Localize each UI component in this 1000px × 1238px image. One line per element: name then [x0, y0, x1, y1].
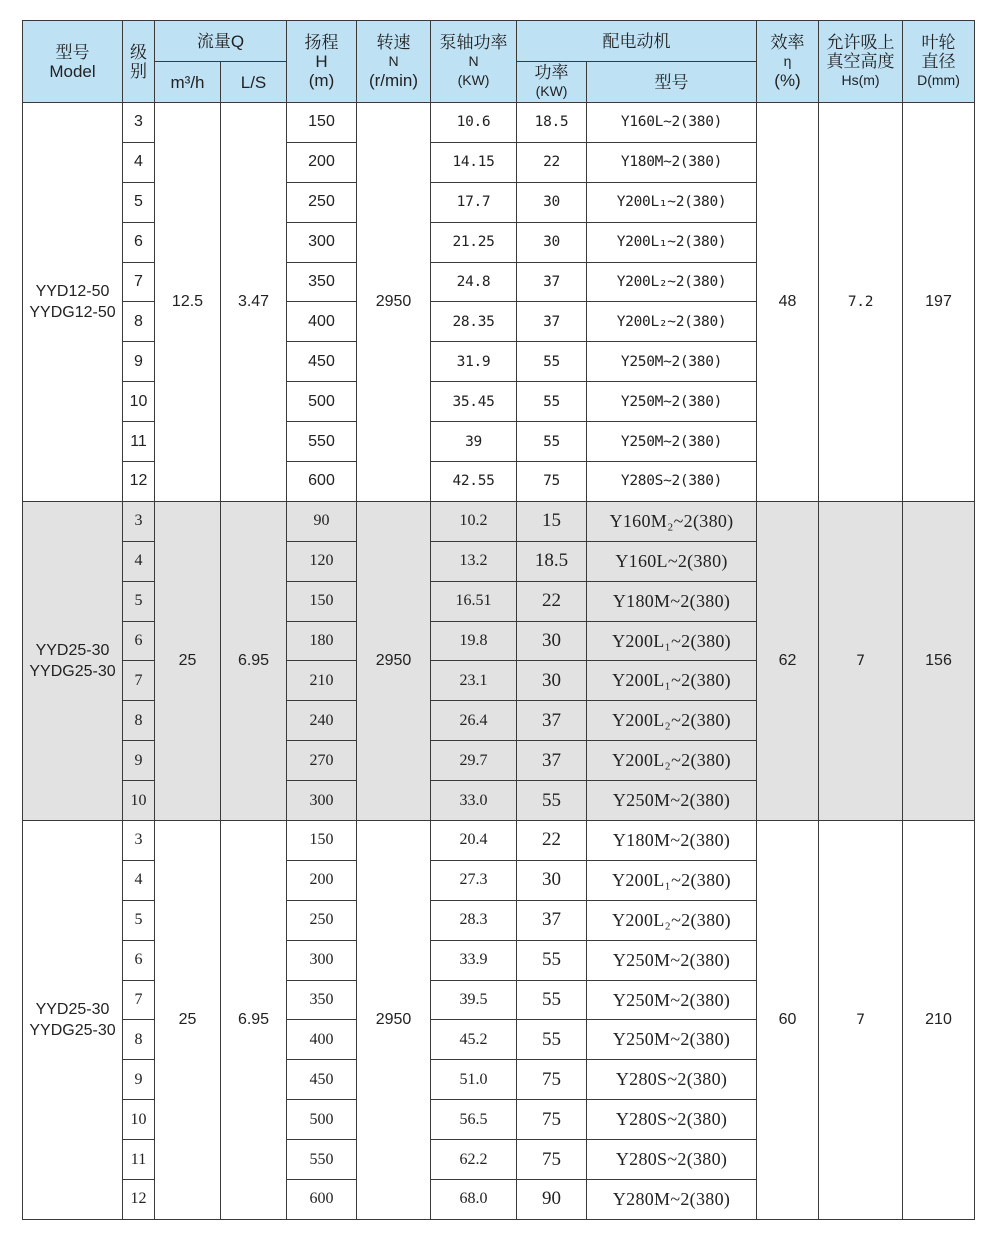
head-cell: 300	[287, 940, 357, 980]
stage-cell: 7	[123, 980, 155, 1020]
head-cell: 400	[287, 302, 357, 342]
head-cell: 150	[287, 581, 357, 621]
shaft-power-cell: 19.8	[431, 621, 517, 661]
table-row	[23, 501, 975, 541]
motor-power-cell: 37	[517, 900, 587, 940]
model-name-cell	[23, 103, 123, 502]
impeller-cell: 210	[903, 821, 975, 1220]
shaft-power-cell: 56.5	[431, 1100, 517, 1140]
motor-model-cell: Y200L₂~2(380)	[587, 302, 757, 342]
motor-model-cell: Y280M~2(380)	[587, 1180, 757, 1220]
shaft-power-cell: 33.9	[431, 940, 517, 980]
motor-model-cell: Y250M~2(380)	[587, 980, 757, 1020]
shaft-power-cell: 21.25	[431, 222, 517, 262]
head-cell: 400	[287, 1020, 357, 1060]
flow-m3h-cell: 25	[155, 501, 221, 820]
shaft-power-cell: 13.2	[431, 541, 517, 581]
suction-cell: 7.2	[819, 103, 903, 502]
model-group	[23, 501, 975, 820]
header-suction: 允许吸上 真空高度 Hs(m)	[819, 21, 903, 103]
motor-model-cell: Y160L~2(380)	[587, 541, 757, 581]
header-shaft-power: 泵轴功率 N (KW)	[431, 21, 517, 103]
stage-cell: 11	[123, 1140, 155, 1180]
header-speed: 转速 N (r/min)	[357, 21, 431, 103]
shaft-power-cell: 42.55	[431, 462, 517, 502]
header-stage: 级 别	[123, 21, 155, 103]
shaft-power-cell: 26.4	[431, 701, 517, 741]
head-cell: 450	[287, 342, 357, 382]
stage-cell: 3	[123, 821, 155, 861]
shaft-power-cell: 62.2	[431, 1140, 517, 1180]
model-name: YYDG12-50	[29, 303, 116, 321]
motor-model-cell: Y200L₂~2(380)	[587, 701, 757, 741]
motor-model-cell: Y160M₂~2(380)	[587, 501, 757, 541]
shaft-power-cell: 10.2	[431, 501, 517, 541]
stage-cell: 5	[123, 182, 155, 222]
shaft-power-cell: 68.0	[431, 1180, 517, 1220]
shaft-power-cell: 27.3	[431, 860, 517, 900]
shaft-power-cell: 17.7	[431, 182, 517, 222]
motor-power-cell: 55	[517, 342, 587, 382]
head-cell: 600	[287, 462, 357, 502]
stage-cell: 12	[123, 1180, 155, 1220]
shaft-power-cell: 23.1	[431, 661, 517, 701]
head-cell: 500	[287, 1100, 357, 1140]
speed-cell: 2950	[357, 501, 431, 820]
model-name: YYD25-30	[35, 641, 110, 659]
head-cell: 240	[287, 701, 357, 741]
shaft-power-cell: 29.7	[431, 741, 517, 781]
motor-power-cell: 55	[517, 781, 587, 821]
stage-cell: 10	[123, 1100, 155, 1140]
stage-cell: 8	[123, 701, 155, 741]
motor-model-cell: Y180M~2(380)	[587, 581, 757, 621]
motor-model-cell: Y180M~2(380)	[587, 821, 757, 861]
head-cell: 150	[287, 821, 357, 861]
stage-cell: 9	[123, 1060, 155, 1100]
motor-power-cell: 55	[517, 422, 587, 462]
header-head: 扬程 H (m)	[287, 21, 357, 103]
stage-cell: 3	[123, 103, 155, 143]
pump-spec-sheet	[22, 20, 974, 1220]
motor-model-cell: Y200L₁~2(380)	[587, 661, 757, 701]
motor-model-cell: Y280S~2(380)	[587, 1060, 757, 1100]
shaft-power-cell: 45.2	[431, 1020, 517, 1060]
shaft-power-cell: 16.51	[431, 581, 517, 621]
motor-model-cell: Y200L₂~2(380)	[587, 900, 757, 940]
shaft-power-cell: 39	[431, 422, 517, 462]
stage-cell: 7	[123, 661, 155, 701]
speed-cell: 2950	[357, 821, 431, 1220]
stage-cell: 10	[123, 382, 155, 422]
impeller-cell: 156	[903, 501, 975, 820]
shaft-power-cell: 33.0	[431, 781, 517, 821]
head-cell: 210	[287, 661, 357, 701]
head-cell: 120	[287, 541, 357, 581]
stage-cell: 11	[123, 422, 155, 462]
header-efficiency: 效率 η (%)	[757, 21, 819, 103]
stage-cell: 4	[123, 860, 155, 900]
stage-cell: 7	[123, 262, 155, 302]
stage-cell: 4	[123, 541, 155, 581]
pump-spec-table	[22, 20, 975, 1220]
motor-power-cell: 22	[517, 142, 587, 182]
motor-power-cell: 30	[517, 860, 587, 900]
motor-power-cell: 37	[517, 262, 587, 302]
header-motor-power: 功率 (KW)	[517, 62, 587, 103]
model-name: YYD12-50	[35, 282, 110, 300]
motor-power-cell: 37	[517, 701, 587, 741]
motor-model-cell: Y280S~2(380)	[587, 1100, 757, 1140]
header-flow-m3h: m³/h	[155, 62, 221, 103]
motor-model-cell: Y250M~2(380)	[587, 422, 757, 462]
header-model: 型号 Model	[23, 21, 123, 103]
shaft-power-cell: 14.15	[431, 142, 517, 182]
motor-power-cell: 75	[517, 1140, 587, 1180]
motor-model-cell: Y280S~2(380)	[587, 1140, 757, 1180]
head-cell: 90	[287, 501, 357, 541]
motor-model-cell: Y160L~2(380)	[587, 103, 757, 143]
head-cell: 550	[287, 422, 357, 462]
motor-model-cell: Y180M~2(380)	[587, 142, 757, 182]
head-cell: 200	[287, 142, 357, 182]
motor-power-cell: 55	[517, 980, 587, 1020]
stage-cell: 9	[123, 741, 155, 781]
stage-cell: 4	[123, 142, 155, 182]
model-name: YYD25-30	[35, 1000, 110, 1018]
head-cell: 550	[287, 1140, 357, 1180]
table-row	[23, 821, 975, 861]
motor-power-cell: 30	[517, 222, 587, 262]
shaft-power-cell: 28.35	[431, 302, 517, 342]
shaft-power-cell: 39.5	[431, 980, 517, 1020]
head-cell: 600	[287, 1180, 357, 1220]
stage-cell: 9	[123, 342, 155, 382]
model-group	[23, 103, 975, 502]
header-flow-ls: L/S	[221, 62, 287, 103]
motor-power-cell: 18.5	[517, 541, 587, 581]
head-cell: 250	[287, 182, 357, 222]
stage-cell: 10	[123, 781, 155, 821]
header-motor-model: 型号	[587, 62, 757, 103]
head-cell: 500	[287, 382, 357, 422]
motor-model-cell: Y200L₁~2(380)	[587, 222, 757, 262]
stage-cell: 6	[123, 621, 155, 661]
model-group	[23, 821, 975, 1220]
head-cell: 250	[287, 900, 357, 940]
stage-cell: 5	[123, 900, 155, 940]
head-cell: 200	[287, 860, 357, 900]
table-row	[23, 103, 975, 143]
stage-cell: 8	[123, 302, 155, 342]
motor-model-cell: Y250M~2(380)	[587, 382, 757, 422]
header-flow: 流量Q	[155, 21, 287, 62]
head-cell: 300	[287, 222, 357, 262]
motor-power-cell: 30	[517, 661, 587, 701]
motor-model-cell: Y250M~2(380)	[587, 781, 757, 821]
model-name-cell	[23, 501, 123, 820]
motor-power-cell: 75	[517, 462, 587, 502]
stage-cell: 6	[123, 940, 155, 980]
header-impeller: 叶轮 直径 D(mm)	[903, 21, 975, 103]
motor-model-cell: Y250M~2(380)	[587, 342, 757, 382]
motor-power-cell: 30	[517, 182, 587, 222]
head-cell: 150	[287, 103, 357, 143]
motor-power-cell: 18.5	[517, 103, 587, 143]
model-name: YYDG25-30	[29, 1021, 116, 1039]
stage-cell: 6	[123, 222, 155, 262]
motor-power-cell: 55	[517, 940, 587, 980]
shaft-power-cell: 35.45	[431, 382, 517, 422]
shaft-power-cell: 20.4	[431, 821, 517, 861]
stage-cell: 8	[123, 1020, 155, 1060]
motor-model-cell: Y250M~2(380)	[587, 940, 757, 980]
head-cell: 350	[287, 980, 357, 1020]
stage-cell: 12	[123, 462, 155, 502]
efficiency-cell: 62	[757, 501, 819, 820]
efficiency-cell: 48	[757, 103, 819, 502]
flow-m3h-cell: 12.5	[155, 103, 221, 502]
table-header	[23, 21, 975, 103]
flow-ls-cell: 3.47	[221, 103, 287, 502]
model-name-cell	[23, 821, 123, 1220]
stage-cell: 3	[123, 501, 155, 541]
motor-power-cell: 37	[517, 302, 587, 342]
motor-power-cell: 15	[517, 501, 587, 541]
motor-model-cell: Y280S~2(380)	[587, 462, 757, 502]
motor-model-cell: Y200L₂~2(380)	[587, 262, 757, 302]
flow-ls-cell: 6.95	[221, 821, 287, 1220]
flow-ls-cell: 6.95	[221, 501, 287, 820]
motor-power-cell: 22	[517, 581, 587, 621]
head-cell: 180	[287, 621, 357, 661]
head-cell: 350	[287, 262, 357, 302]
suction-cell: 7	[819, 501, 903, 820]
motor-model-cell: Y200L₁~2(380)	[587, 621, 757, 661]
shaft-power-cell: 10.6	[431, 103, 517, 143]
motor-model-cell: Y200L₁~2(380)	[587, 182, 757, 222]
motor-power-cell: 90	[517, 1180, 587, 1220]
shaft-power-cell: 24.8	[431, 262, 517, 302]
efficiency-cell: 60	[757, 821, 819, 1220]
motor-power-cell: 55	[517, 1020, 587, 1060]
flow-m3h-cell: 25	[155, 821, 221, 1220]
motor-power-cell: 30	[517, 621, 587, 661]
motor-power-cell: 55	[517, 382, 587, 422]
head-cell: 300	[287, 781, 357, 821]
motor-power-cell: 75	[517, 1100, 587, 1140]
shaft-power-cell: 31.9	[431, 342, 517, 382]
motor-power-cell: 37	[517, 741, 587, 781]
motor-model-cell: Y200L₂~2(380)	[587, 741, 757, 781]
stage-cell: 5	[123, 581, 155, 621]
motor-power-cell: 75	[517, 1060, 587, 1100]
suction-cell: 7	[819, 821, 903, 1220]
motor-model-cell: Y250M~2(380)	[587, 1020, 757, 1060]
head-cell: 270	[287, 741, 357, 781]
shaft-power-cell: 28.3	[431, 900, 517, 940]
motor-model-cell: Y200L₁~2(380)	[587, 860, 757, 900]
head-cell: 450	[287, 1060, 357, 1100]
shaft-power-cell: 51.0	[431, 1060, 517, 1100]
motor-power-cell: 22	[517, 821, 587, 861]
impeller-cell: 197	[903, 103, 975, 502]
header-motor: 配电动机	[517, 21, 757, 62]
model-name: YYDG25-30	[29, 662, 116, 680]
speed-cell: 2950	[357, 103, 431, 502]
